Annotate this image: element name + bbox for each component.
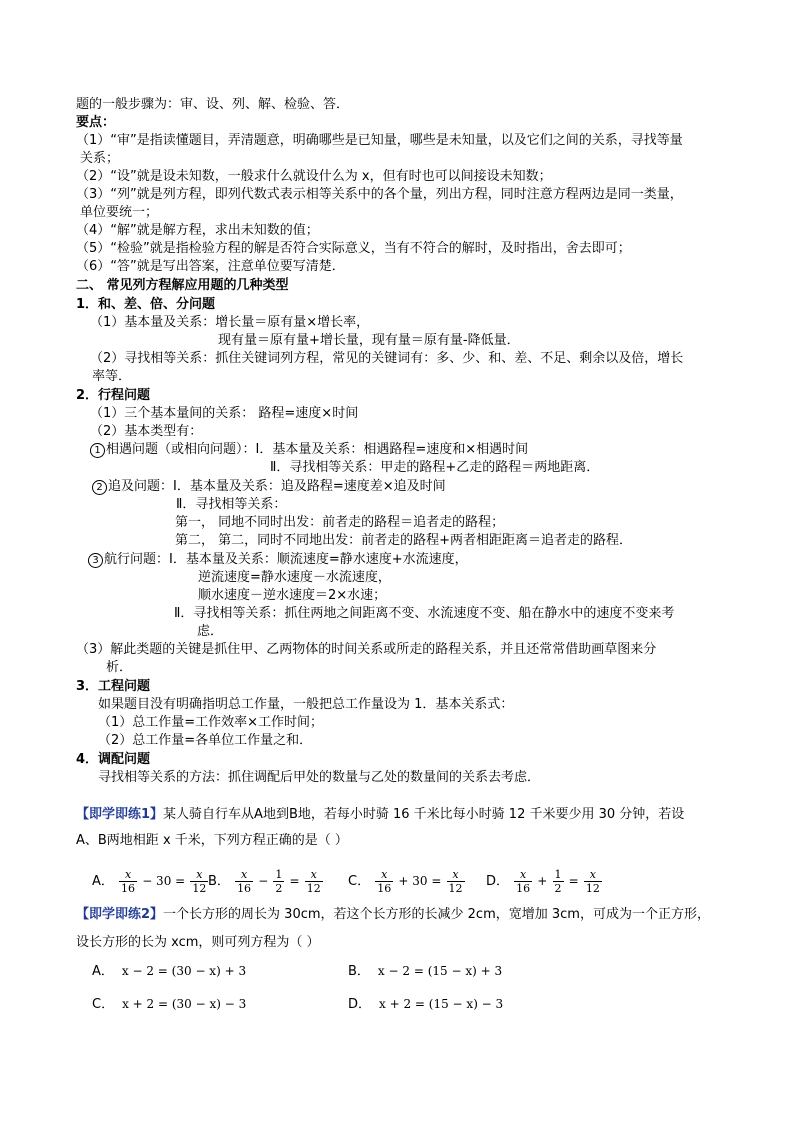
sub2-sailing: 3 航行问题：Ⅰ．基本量及关系：顺流速度=静水速度+水流速度， <box>88 551 468 569</box>
subsection-4-heading: 4．调配问题 <box>76 752 151 767</box>
circled-number: 2 <box>92 480 107 495</box>
sub2-pursuit-relation: Ⅱ．寻找相等关系： <box>176 497 287 512</box>
exercise-1-option-b[interactable]: B． $\frac{x}{16}$ − $\frac{1}{2}$ = $\frac{x}{12}$ <box>208 868 321 895</box>
point-1: （1）“审”是指读懂题目，弄清题意，明确哪些是已知量，哪些是未知量，以及它们之间的关系，寻找等量 <box>76 133 683 148</box>
exercise-1-question: 【即学即练1】某人骑自行车从A地到B地，若每小时骑 16 千米比每小时骑 12 千米要少用 30 分钟，若设 <box>76 807 685 822</box>
exercise-1-question-cont: A、B两地相距 x 千米，下列方程正确的是（ ） <box>76 833 348 848</box>
sub3-line-a: 如果题目没有明确指明总工作量，一般把总工作量设为 1．基本关系式： <box>98 697 514 712</box>
sub2-sailing-relation-cont: 虑． <box>197 624 224 639</box>
point-4: （4）“解”就是解方程，求出未知数的值； <box>76 223 319 238</box>
exercise-2-option-a[interactable]: A． x − 2 = (30 − x) + 3 <box>92 964 247 979</box>
circled-number: 1 <box>90 443 105 458</box>
sub2-meeting-relation: Ⅱ．寻找相等关系：甲走的路程+乙走的路程＝两地距离． <box>270 460 600 475</box>
sub2-sailing-up: 逆流速度=静水速度－水流速度， <box>198 570 391 585</box>
sub1-line-c: （2）寻找相等关系：抓住关键词列方程，常见的关键词有：多、少、和、差、不足、剩余以及倍，增长 <box>90 351 684 366</box>
sub2-key-cont: 析． <box>106 660 133 675</box>
intro-steps: 题的一般步骤为：审、设、列、解、检验、答． <box>76 97 350 112</box>
point-2: （2）“设”就是设未知数，一般求什么就设什么为 x，但有时也可以间接设未知数； <box>76 169 552 184</box>
exercise-tag: 【即学即练2】 <box>76 907 164 922</box>
section-heading: 二、 常见列方程解应用题的几种类型 <box>76 278 289 293</box>
sub2-line-a: （1）三个基本量间的关系： 路程=速度×时间 <box>90 406 359 421</box>
exercise-2-question-cont: 设长方形的长为 xcm，则可列方程为（ ） <box>76 935 320 950</box>
sub1-line-d: 率等． <box>92 369 132 384</box>
subsection-3-heading: 3．工程问题 <box>76 679 151 694</box>
exercise-2-question: 【即学即练2】一个长方形的周长为 30cm，若这个长方形的长减少 2cm，宽增加 3cm，可成为一个正方形， <box>76 907 710 922</box>
point-5: （5）“检验”就是指检验方程的解是否符合实际意义，当有不符合的解时，及时指出，舍去即可； <box>76 241 631 256</box>
subsection-2-heading: 2．行程问题 <box>76 388 151 403</box>
exercise-1-option-d[interactable]: D． $\frac{x}{16}$ + $\frac{1}{2}$ = $\frac{x}{12}$ <box>486 868 600 895</box>
point-3-cont: 单位要统一； <box>80 205 159 220</box>
sub2-sailing-diff: 顺水速度－逆水速度＝2×水速； <box>198 588 387 603</box>
sub4-line-a: 寻找相等关系的方法：抓住调配后甲处的数量与乙处的数量间的关系去考虑． <box>98 770 541 785</box>
subsection-1-heading: 1．和、差、倍、分问题 <box>76 297 216 312</box>
sub2-key: （3）解此类题的关键是抓住甲、乙两物体的时间关系或所走的路程关系，并且还常常借助画草图来分 <box>76 642 657 657</box>
sub1-line-a: （1）基本量及关系：增长量＝原有量×增长率， <box>90 315 370 330</box>
exercise-1-option-a[interactable]: A． $\frac{x}{16}$ − 30 = $\frac{x}{12}$ <box>92 868 207 895</box>
point-6: （6）“答”就是写出答案，注意单位要写清楚． <box>76 259 345 274</box>
exercise-1-option-c[interactable]: C． $\frac{x}{16}$ + 30 = $\frac{x}{12}$ <box>348 868 463 895</box>
sub2-line-b: （2）基本类型有： <box>90 424 203 439</box>
sub2-pursuit-first: 第一， 同地不同时出发：前者走的路程＝追者走的路程； <box>175 515 505 530</box>
sub2-pursuit-second: 第二， 第二，同时不同地出发：前者走的路程+两者相距距离＝追者走的路程． <box>175 533 633 548</box>
exercise-2-option-d[interactable]: D． x + 2 = (15 − x) − 3 <box>348 997 504 1012</box>
point-3: （3）“列”就是列方程，即列代数式表示相等关系中的各个量，列出方程，同时注意方程两边是同一类量， <box>76 187 683 202</box>
sub2-pursuit: 2 追及问题：Ⅰ．基本量及关系：追及路程=速度差×追及时间 <box>92 478 446 496</box>
sub1-line-b: 现有量＝原有量+增长量，现有量＝原有量-降低量． <box>218 333 520 348</box>
sub3-line-b: （1）总工作量=工作效率×工作时间； <box>98 715 324 730</box>
sub2-meeting: 1 相遇问题（或相向问题）：Ⅰ．基本量及关系：相遇路程=速度和×相遇时间 <box>90 441 528 459</box>
exercise-2-option-c[interactable]: C． x + 2 = (30 − x) − 3 <box>92 997 247 1012</box>
key-points-heading: 要点： <box>76 115 116 130</box>
sub2-sailing-relation: Ⅱ．寻找相等关系：抓住两地之间距离不变、水流速度不变、船在静水中的速度不变来考 <box>174 606 675 621</box>
circled-number: 3 <box>88 553 103 568</box>
point-1-cont: 关系； <box>80 151 120 166</box>
exercise-2-option-b[interactable]: B． x − 2 = (15 − x) + 3 <box>348 964 503 979</box>
sub3-line-c: （2）总工作量=各单位工作量之和． <box>98 733 313 748</box>
exercise-tag: 【即学即练1】 <box>76 807 164 822</box>
